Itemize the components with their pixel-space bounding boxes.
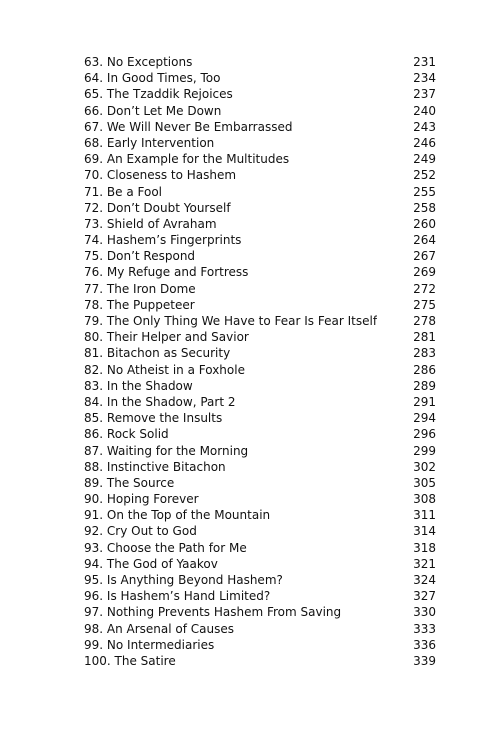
toc-entry-title: 63. No Exceptions: [84, 55, 193, 69]
toc-entry-title: 81. Bitachon as Security: [84, 346, 231, 361]
toc-entry-page-number: 237: [413, 87, 436, 102]
toc-entry: [84, 151, 436, 167]
toc-entry-page-number: 249: [413, 152, 436, 167]
toc-entry-title: 64. In Good Times, Too: [84, 71, 221, 86]
toc-entry-page-number: 296: [413, 427, 436, 442]
toc-entry: [84, 540, 436, 556]
toc-entry-title: 69. An Example for the Multitudes: [84, 152, 290, 167]
toc-entry-page-number: 258: [413, 200, 436, 215]
toc-entry: [84, 329, 436, 345]
toc-entry: [84, 248, 436, 264]
toc-entry-page-number: 324: [413, 573, 436, 587]
toc-entry: [84, 523, 436, 539]
toc-entry-page-number: 294: [413, 411, 436, 426]
toc-entry-page-number: 327: [413, 589, 436, 604]
toc-entry: [84, 313, 436, 329]
toc-entry-title: 88. Instinctive Bitachon: [84, 459, 226, 474]
toc-entry-title: 80. Their Helper and Savior: [84, 330, 249, 345]
toc-entry-title: 68. Early Intervention: [84, 135, 215, 150]
toc-entry-page-number: 289: [413, 378, 436, 393]
toc-entry-page-number: 269: [413, 265, 436, 280]
toc-entry-title: 94. The God of Yaakov: [84, 556, 218, 571]
toc-entry: [84, 167, 436, 183]
toc-entry-page-number: 333: [413, 621, 436, 636]
toc-entry-title: 96. Is Hashem’s Hand Limited?: [84, 589, 271, 604]
toc-entry: [84, 86, 436, 102]
toc-entry: [84, 119, 436, 135]
toc-entry-title: 100. The Satire: [84, 653, 176, 668]
toc-entry: [84, 54, 436, 70]
toc-entry: [84, 135, 436, 151]
toc-entry: [84, 637, 436, 653]
toc-entry-title: 70. Closeness to Hashem: [84, 168, 237, 183]
toc-entry-title: 91. On the Top of the Mountain: [84, 508, 271, 523]
toc-entry-page-number: 339: [413, 653, 436, 668]
toc-entry: [84, 232, 436, 248]
toc-entry-title: 82. No Atheist in a Foxhole: [84, 362, 245, 377]
toc-entry-page-number: 291: [413, 394, 436, 409]
toc-entry: [84, 572, 436, 588]
toc-entry: [84, 491, 436, 507]
table-of-contents: [84, 54, 436, 669]
toc-entry: [84, 200, 436, 216]
toc-entry-title: 92. Cry Out to God: [84, 524, 197, 539]
toc-entry: [84, 216, 436, 232]
toc-entry-page-number: 286: [413, 362, 436, 377]
toc-entry-title: 78. The Puppeteer: [84, 297, 195, 312]
toc-entry-page-number: 264: [413, 233, 436, 248]
toc-entry-title: 84. In the Shadow, Part 2: [84, 394, 236, 409]
toc-entry-title: 87. Waiting for the Morning: [84, 443, 249, 458]
toc-entry-title: 74. Hashem’s Fingerprints: [84, 233, 242, 248]
toc-entry-page-number: 272: [413, 281, 436, 296]
toc-entry-title: 97. Nothing Prevents Hashem From Saving: [84, 605, 342, 620]
toc-entry-title: 99. No Intermediaries: [84, 637, 215, 652]
toc-entry-page-number: 318: [413, 540, 436, 555]
toc-entry-page-number: 267: [413, 249, 436, 264]
toc-entry-title: 65. The Tzaddik Rejoices: [84, 87, 233, 102]
toc-entry-page-number: 305: [413, 475, 436, 490]
toc-entry-page-number: 281: [413, 330, 436, 345]
toc-entry-page-number: 260: [413, 216, 436, 231]
toc-entry-page-number: 308: [413, 492, 436, 507]
toc-entry: [84, 604, 436, 620]
toc-entry-title: 89. The Source: [84, 475, 175, 490]
toc-entry: [84, 588, 436, 604]
toc-entry: [84, 475, 436, 491]
toc-entry: [84, 345, 436, 361]
toc-entry: [84, 184, 436, 200]
toc-entry: [84, 103, 436, 119]
toc-entry-title: 71. Be a Fool: [84, 184, 162, 199]
toc-entry: [84, 507, 436, 523]
toc-entry: [84, 378, 436, 394]
toc-entry-page-number: 314: [413, 524, 436, 539]
toc-entry: [84, 362, 436, 378]
toc-entry-page-number: 243: [413, 119, 436, 134]
toc-entry-page-number: 311: [413, 508, 436, 523]
toc-entry: [84, 621, 436, 637]
toc-entry-title: 95. Is Anything Beyond Hashem?: [84, 573, 283, 587]
toc-entry-title: 90. Hoping Forever: [84, 492, 199, 507]
toc-entry-page-number: 336: [413, 637, 436, 652]
toc-entry-title: 83. In the Shadow: [84, 378, 193, 393]
toc-entry-page-number: 252: [413, 168, 436, 183]
toc-entry: [84, 264, 436, 280]
toc-entry: [84, 653, 436, 669]
toc-entry: [84, 410, 436, 426]
toc-entry-page-number: 299: [413, 443, 436, 458]
toc-entry: [84, 426, 436, 442]
toc-entry-page-number: 283: [413, 346, 436, 361]
toc-entry-page-number: 240: [413, 103, 436, 118]
toc-entry-page-number: 321: [413, 556, 436, 571]
toc-entry-title: 75. Don’t Respond: [84, 249, 196, 264]
toc-entry-title: 93. Choose the Path for Me: [84, 540, 247, 555]
toc-entry-title: 66. Don’t Let Me Down: [84, 103, 222, 118]
toc-entry-title: 98. An Arsenal of Causes: [84, 621, 235, 636]
toc-entry-page-number: 275: [413, 297, 436, 312]
toc-entry: [84, 281, 436, 297]
toc-entry: [84, 556, 436, 572]
toc-entry-title: 79. The Only Thing We Have to Fear Is Fear Itself: [84, 314, 378, 328]
toc-entry-title: 67. We Will Never Be Embarrassed: [84, 119, 293, 134]
toc-entry-page-number: 234: [413, 71, 436, 86]
toc-entry: [84, 70, 436, 86]
toc-entry-page-number: 246: [413, 135, 436, 150]
toc-entry-title: 85. Remove the Insults: [84, 411, 223, 426]
toc-entry-title: 73. Shield of Avraham: [84, 216, 217, 231]
toc-entry-page-number: 330: [413, 605, 436, 620]
toc-entry-title: 72. Don’t Doubt Yourself: [84, 200, 231, 215]
toc-entry-title: 76. My Refuge and Fortress: [84, 265, 249, 280]
toc-entry: [84, 297, 436, 313]
toc-entry: [84, 443, 436, 459]
toc-entry-page-number: 302: [413, 459, 436, 474]
toc-entry: [84, 459, 436, 475]
toc-entry-title: 86. Rock Solid: [84, 427, 169, 442]
toc-entry-page-number: 255: [413, 184, 436, 199]
toc-entry-title: 77. The Iron Dome: [84, 281, 196, 296]
toc-entry-page-number: 278: [413, 314, 436, 328]
toc-entry-page-number: 231: [413, 55, 436, 69]
toc-entry: [84, 394, 436, 410]
